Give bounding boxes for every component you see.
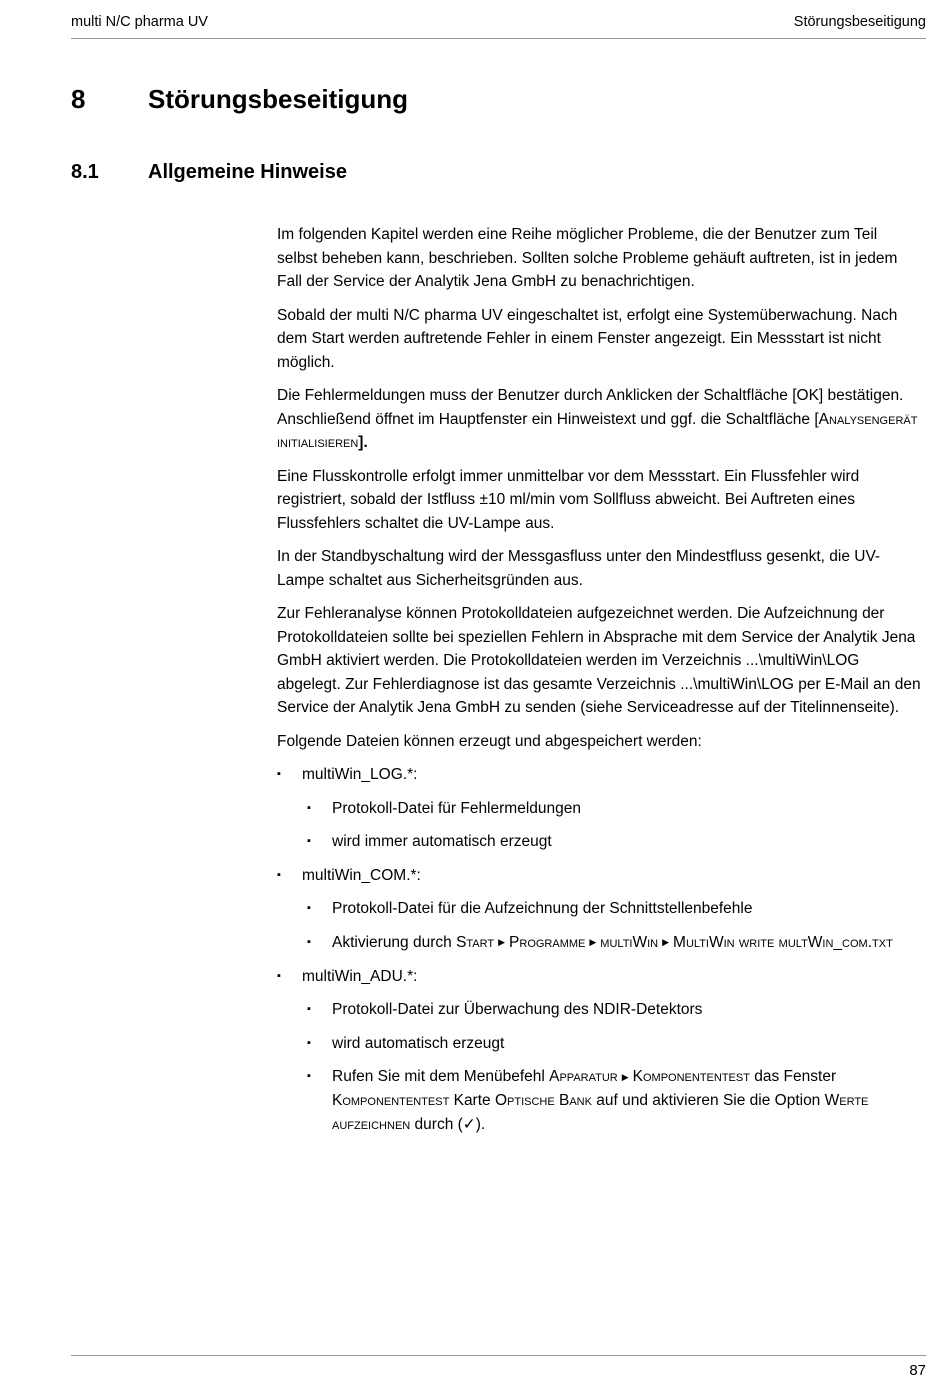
- page-number: 87: [909, 1362, 926, 1379]
- bullet-marker-icon: ▪: [307, 902, 311, 914]
- running-header: [71, 12, 926, 32]
- paragraph: [277, 465, 921, 536]
- header-rule: [71, 38, 926, 39]
- paragraph: [277, 384, 921, 455]
- section-title: Allgemeine Hinweise: [148, 161, 347, 183]
- text-run: Protokoll-Datei zur Überwachung des NDIR-Detektors: [332, 1001, 703, 1018]
- bullet-item: [277, 864, 921, 888]
- text-run: wird automatisch erzeugt: [332, 1034, 505, 1052]
- bullet-item: [277, 763, 921, 787]
- paragraph: [277, 223, 921, 294]
- text-run: wird immer automatisch erzeugt: [332, 833, 552, 850]
- paragraph: [277, 730, 921, 754]
- paragraph: [277, 304, 921, 375]
- bullet-marker-icon: ▪: [277, 969, 281, 982]
- bullet-item: [307, 830, 921, 854]
- bullet-marker-icon: ▪: [307, 935, 311, 948]
- paragraph: [277, 602, 921, 720]
- header-right-text: Störungsbeseitigung: [793, 14, 926, 30]
- text-run: Folgende Dateien können erzeugt und abgespeichert werden:: [277, 732, 702, 750]
- bullet-marker-icon: ▪: [307, 1003, 311, 1015]
- text-run: Im folgenden Kapitel werden eine Reihe möglicher Probleme, die der Benutzer zum Teil selbst beheben kann, beschrieben. Sollten solche Probleme gehäuft auftreten, ist in jedem Fall der Service der Analytik Jena GmbH zu benachrichtigen.: [277, 226, 898, 290]
- bullet-marker-icon: ▪: [307, 1036, 311, 1049]
- paragraph: [277, 545, 921, 592]
- footer-rule: [71, 1355, 926, 1356]
- chapter-heading: [71, 83, 926, 115]
- menu-path-arrow-icon: ▶: [621, 1071, 629, 1082]
- text-run: Die Fehlermeldungen muss der Benutzer durch Anklicken der Schaltfläche [OK] bestätigen. Anschließend öffnet im Hauptfenster ein Hinweistext und ggf. die Schaltfläche [Analysengerät initialisieren].: [277, 387, 918, 451]
- text-run: In der Standbyschaltung wird der Messgasfluss unter den Mindestfluss gesenkt, die UV-Lampe schaltet aus Sicherheitsgründen aus.: [277, 548, 881, 589]
- bullet-item: [307, 931, 921, 955]
- text-run: Sobald der multi N/C pharma UV eingeschaltet ist, erfolgt eine Systemüberwachung. Nach dem Start werden auftretende Fehler in einem Fenster angezeigt. Ein Messstart ist nicht möglich.: [277, 306, 898, 371]
- text-run: Aktivierung durch Start ▶ Programme ▶ multiWin ▶ MultiWin write multWin_com.txt: [332, 933, 893, 951]
- bullet-item: [307, 897, 921, 921]
- bullet-item: [307, 797, 921, 821]
- bullet-marker-icon: ▪: [307, 835, 311, 847]
- content-area: [277, 223, 921, 1146]
- bullet-marker-icon: ▪: [307, 801, 311, 814]
- text-run: Eine Flusskontrolle erfolgt immer unmittelbar vor dem Messstart. Ein Flussfehler wird registriert, sobald der Istfluss ±10 ml/min vom Sollfluss abweicht. Bei Auftreten eines Flussfehlers schaltet die UV-Lampe aus.: [277, 467, 860, 532]
- header-left-text: multi N/C pharma UV: [71, 14, 208, 30]
- text-run: Zur Fehleranalyse können Protokolldateien aufgezeichnet werden. Die Aufzeichnung der Protokolldateien sollte bei speziellen Fehlern in Absprache mit dem Service der Analytik Jena GmbH aktiviert werden. Die Protokolldateien werden im Verzeichnis ...\multiWin\LOG abgelegt. Zur Fehlerdiagnose ist das gesamte Verzeichnis ...\multiWin\LOG per E-Mail an den Service der Analytik Jena GmbH zu senden (siehe Serviceadresse auf der Titelinnenseite).: [277, 605, 921, 716]
- text-run: multiWin_ADU.*:: [302, 967, 418, 985]
- section-number: 8.1: [71, 161, 99, 183]
- text-run: Protokoll-Datei für Fehlermeldungen: [332, 799, 581, 817]
- section-heading: [71, 159, 926, 185]
- menu-path-arrow-icon: ▶: [662, 937, 670, 947]
- bullet-marker-icon: ▪: [307, 1070, 311, 1082]
- text-run: multiWin_COM.*:: [302, 866, 421, 884]
- bullet-item: [307, 1032, 921, 1056]
- text-run: Rufen Sie mit dem Menübefehl Apparatur ▶ Komponententest das Fenster Komponententest Karte Optische Bank auf und aktivieren Sie die Option Werte aufzeichnen durch (✓).: [332, 1068, 869, 1133]
- menu-path-arrow-icon: ▶: [498, 937, 506, 947]
- bullet-marker-icon: ▪: [277, 768, 281, 780]
- menu-path-arrow-icon: ▶: [589, 937, 597, 947]
- bullet-item: [277, 965, 921, 989]
- text-run: multiWin_LOG.*:: [302, 766, 418, 783]
- chapter-number: 8: [71, 84, 86, 114]
- bullet-item: [307, 998, 921, 1022]
- bullet-item: [307, 1065, 921, 1136]
- text-run: Protokoll-Datei für die Aufzeichnung der Schnittstellenbefehle: [332, 900, 753, 917]
- chapter-title: Störungsbeseitigung: [148, 84, 408, 114]
- bullet-marker-icon: ▪: [277, 868, 281, 881]
